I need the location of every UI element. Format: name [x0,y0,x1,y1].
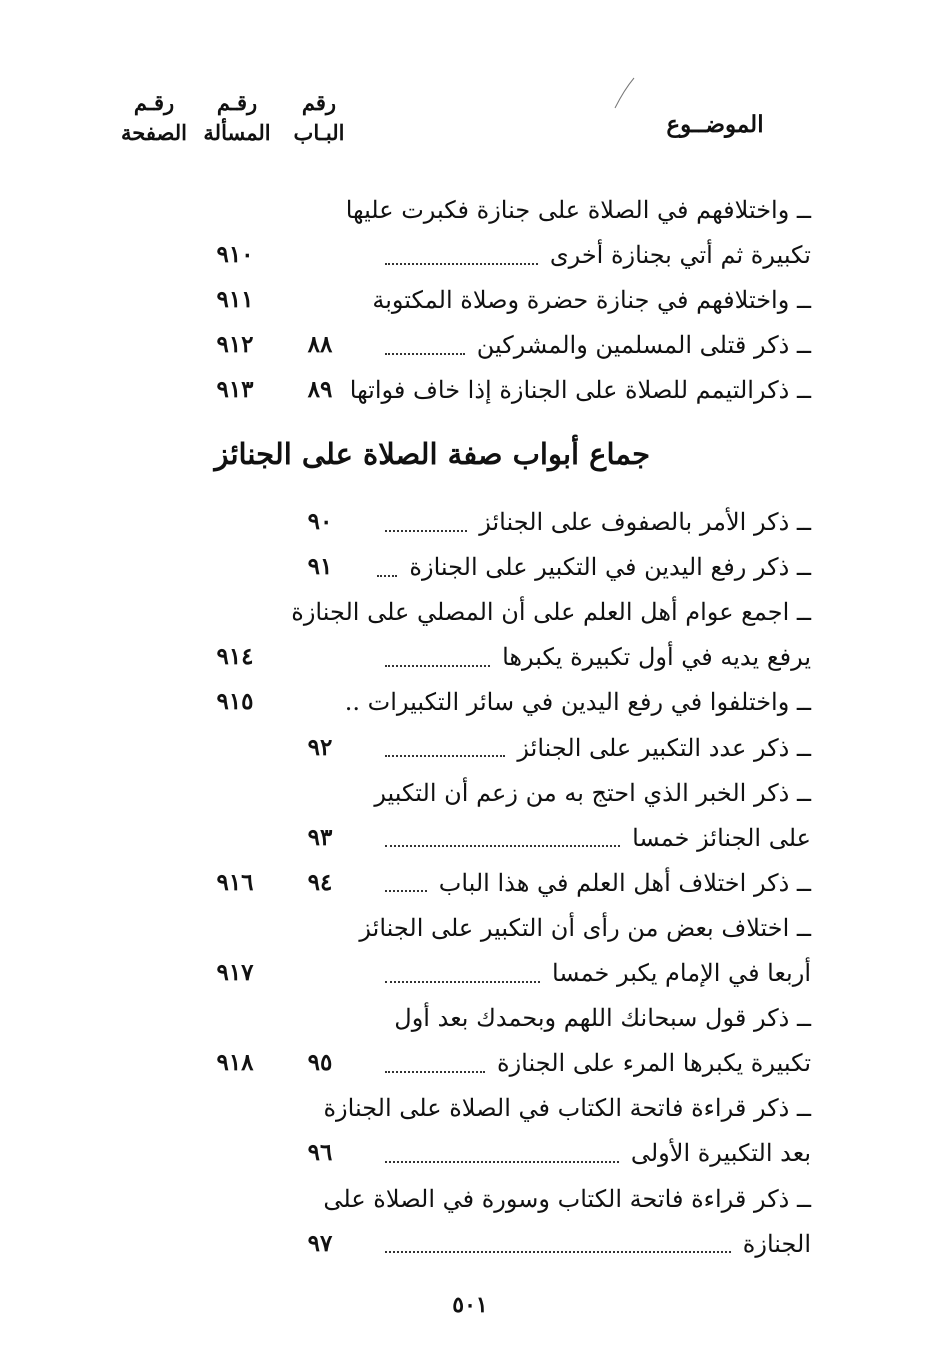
page-ref-number [200,816,270,860]
page-ref-number [200,1086,270,1130]
toc-entry-text: الجنازة [742,1229,811,1258]
toc-entry-text: أربعا في الإمام يكبر خمسا [551,959,811,987]
page-ref-number: ٩١٦ [216,868,254,896]
bab-number [290,590,350,634]
header-safha-line1: رقـم [133,90,175,115]
toc-entry-text: ــ ذكر قراءة فاتحة الكتاب في الصلاة على الجنازة [323,1094,811,1123]
bab-number: ٩٤ [307,868,333,896]
toc-row [0,545,949,589]
toc-entry-text: ــ ذكر اختلاف أهل العلم في هذا الباب [438,868,811,897]
page-number: ٥٠١ [452,1292,488,1318]
toc-entry [372,278,811,322]
header-topic [645,110,785,140]
header-safha-line2: الصفحة [121,120,187,145]
dot-leader [385,351,465,355]
page-ref-number: ٩١٧ [216,959,254,986]
toc-entry-text: ــ ذكر قراءة فاتحة الكتاب وسورة في الصلاة على [323,1184,811,1213]
page-ref-number: ٩١٤ [216,643,254,671]
toc-row [0,906,949,950]
toc-entry [381,1131,811,1175]
dot-leader [377,573,397,577]
toc-entry [381,816,811,860]
dot-leader [385,979,540,983]
toc-entry [381,726,811,770]
page-ref-number [200,771,270,815]
page-ref-number [200,726,270,770]
toc-entry-text: ــ اختلاف بعض من رأى أن التكبير على الجنائز [359,913,811,942]
toc-row [0,368,949,412]
toc-entry-text: ــ ذكر الأمر بالصفوف على الجنائز [479,508,811,536]
toc-entry-text: ــ ذكر عدد التكبير على الجنائز [517,733,811,762]
header-masala-line1: رقـم [216,90,258,115]
toc-entry-text: ــ ذكر الخبر الذي احتج به من زعم أن التكبير [374,778,811,807]
toc-entry-text: ــ ذكر رفع اليدين في التكبير على الجنازة [409,553,811,582]
toc-row [0,680,949,724]
toc-row [0,771,949,815]
toc-row [0,278,949,322]
dot-leader [385,1159,619,1163]
header-bab-number [282,88,356,148]
toc-row [0,635,949,679]
header-topic-label: الموضــوع [666,111,764,138]
toc-entry [323,1086,811,1130]
bab-number: ٩٦ [307,1139,333,1167]
page-ref-number [200,545,270,589]
toc-entry [381,1041,811,1085]
toc-row [0,861,949,905]
bab-number [290,680,350,724]
toc-entry [381,233,811,277]
page-ref-number [200,590,270,634]
toc-entry [323,1177,811,1221]
toc-entry-text: تكبيرة ثم أتي بجنازة أخرى [549,241,811,269]
bab-number [290,1177,350,1221]
page-ref-number [200,1131,270,1175]
bab-number: ٨٩ [307,376,333,403]
toc-entry-text: ــ واختلافهم في الصلاة على جنازة فكبرت عليها [345,196,811,224]
page-ref-number: ٩١٢ [216,331,254,358]
toc-entry [374,771,811,815]
page-ref-number [200,500,270,544]
toc-entry-text: بعد التكبيرة الأولى [630,1139,811,1168]
bab-number: ٩٢ [307,733,333,761]
toc-entry [359,906,811,950]
bab-number: ٩٥ [307,1049,333,1077]
toc-row [0,951,949,995]
toc-entry-text: ــ ذكر قتلى المسلمين والمشركين [476,331,811,359]
dot-leader [385,528,467,532]
dot-leader [385,753,505,757]
toc-entry [381,996,811,1040]
toc-entry-text: تكبيرة يكبرها المرء على الجنازة [497,1049,811,1078]
toc-entry-text: ــ اجمع عوام أهل العلم على أن المصلي على الجنازة [291,598,811,627]
bab-number: ٩٣ [307,823,333,851]
header-masala-number [200,88,274,148]
page-ref-number [200,1222,270,1266]
toc-row [0,323,949,367]
page-ref-number: ٩١١ [216,286,254,313]
toc-row [0,500,949,544]
page-ref-number [200,996,270,1040]
toc-entry-text: ــ واختلفوا في رفع اليدين في سائر التكبيرات .. [344,688,811,717]
dot-leader [385,261,538,265]
toc-row [0,188,949,232]
toc-row [0,1222,949,1266]
toc-row [0,1177,949,1221]
bab-number [290,1086,350,1130]
toc-entry [344,680,811,724]
bab-number: ٩١ [307,553,333,581]
toc-row [0,1131,949,1175]
header-masala-line2: المسألة [203,120,271,145]
bab-number [290,188,350,232]
toc-entry [345,188,811,232]
toc-entry-text: ــ ذكر قول سبحانك اللهم وبحمدك بعد أول [394,1004,811,1033]
toc-entry [291,590,811,634]
bab-number [290,233,350,277]
dot-leader [385,1069,485,1073]
toc-entry [381,500,811,544]
section-title: جماع أبواب صفة الصلاة على الجنائز [214,437,650,471]
toc-entry [381,951,811,995]
dot-leader [385,663,490,667]
page-ref-number [200,1177,270,1221]
bab-number [290,996,350,1040]
toc-entry-text: على الجنائز خمسا [632,823,811,852]
bab-number [290,771,350,815]
page-ref-number: ٩١٣ [216,376,254,403]
toc-row [0,1086,949,1130]
toc-row [0,996,949,1040]
dot-leader [385,843,620,847]
page-ref-number: ٩١٨ [216,1049,254,1077]
header-bab-line1: رقم [301,90,337,115]
toc-row [0,816,949,860]
bab-number [290,635,350,679]
bab-number: ٩٠ [307,508,333,535]
bab-number [290,278,350,322]
toc-entry [381,635,811,679]
bab-number [290,906,350,950]
dot-leader [385,888,427,892]
toc-entry-text: يرفع يديه في أول تكبيرة يكبرها [502,643,811,672]
bab-number [290,951,350,995]
toc-row [0,590,949,634]
bab-number: ٨٨ [307,331,333,358]
header-bab-line2: البـاب [293,120,345,145]
toc-entry-text: ــ ذكرالتيمم للصلاة على الجنازة إذا خاف فواتها [349,376,811,404]
toc-entry [381,545,811,589]
page-ref-number [200,906,270,950]
pen-stroke-mark [612,76,636,110]
page-ref-number: ٩١٠ [216,241,254,268]
bab-number: ٩٧ [307,1229,333,1257]
toc-entry [349,368,811,412]
toc-row [0,726,949,770]
header-page-number [112,88,196,148]
dot-leader [385,1249,731,1253]
toc-row [0,233,949,277]
page-ref-number [200,188,270,232]
toc-entry [381,861,811,905]
toc-row [0,1041,949,1085]
page-ref-number: ٩١٥ [216,688,254,716]
toc-entry-text: ــ واختلافهم في جنازة حضرة وصلاة المكتوبة [372,286,811,314]
toc-entry [381,1222,811,1266]
toc-entry [381,323,811,367]
